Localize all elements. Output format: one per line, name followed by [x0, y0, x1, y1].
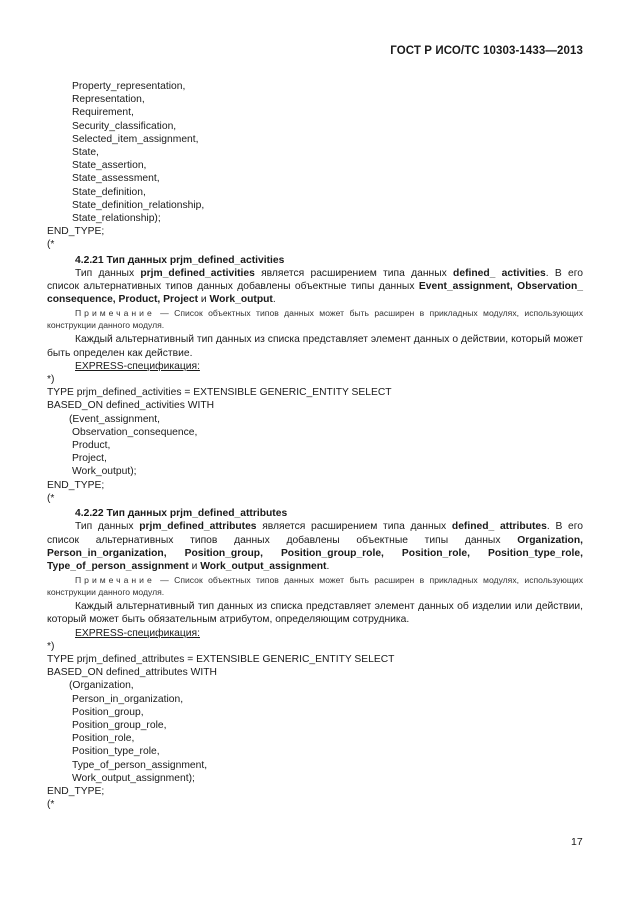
list-item: Work_output);	[72, 466, 137, 478]
list-item: Position_type_role,	[72, 746, 160, 758]
list-item: Type_of_person_assignment,	[72, 759, 208, 771]
section-heading-4-2-22: 4.2.22 Тип данных prjm_defined_attributes	[75, 508, 288, 520]
list-item: State,	[72, 147, 99, 159]
list-item: Person_in_organization,	[72, 693, 184, 705]
section-paragraph: Тип данных prjm_defined_activities является расширением типа данных defined_ activities. В его список альтернативных типов данных добавлены объектные типы данных Event_assignment, Observation_ consequence, Product, Project и Work_output.	[47, 267, 583, 306]
page-number: 17	[571, 836, 583, 848]
comment-close: *)	[47, 640, 55, 652]
end-type-line: END_TYPE;	[47, 785, 105, 797]
list-item: Observation_consequence,	[72, 426, 198, 438]
list-item: (Organization,	[69, 680, 134, 692]
list-item: State_relationship);	[72, 213, 161, 225]
comment-open: (*	[47, 492, 55, 504]
based-on-line: BASED_ON defined_activities WITH	[47, 400, 215, 412]
end-type-line: END_TYPE;	[47, 479, 105, 491]
list-item: (Event_assignment,	[69, 413, 161, 425]
express-spec-label: EXPRESS-спецификация:	[75, 360, 200, 372]
list-item: Product,	[72, 440, 111, 452]
list-item: Project,	[72, 453, 107, 465]
list-item: State_assessment,	[72, 173, 160, 185]
express-spec-label: EXPRESS-спецификация:	[75, 627, 200, 639]
list-item: Work_output_assignment);	[72, 772, 195, 784]
type-line: TYPE prjm_defined_activities = EXTENSIBLE GENERIC_ENTITY SELECT	[47, 387, 392, 399]
list-item: Selected_item_assignment,	[72, 133, 199, 145]
list-item: Position_group_role,	[72, 719, 167, 731]
list-item: Requirement,	[72, 107, 134, 119]
section-heading-4-2-21: 4.2.21 Тип данных prjm_defined_activities	[75, 254, 285, 266]
note: Примечание — Список объектных типов данных может быть расширен в прикладных модулях, использующих конструкции данного модуля.	[47, 308, 583, 330]
list-item: Position_role,	[72, 733, 135, 745]
list-item: State_definition_relationship,	[72, 199, 205, 211]
list-item: Representation,	[72, 94, 145, 106]
section-paragraph: Каждый альтернативный тип данных из списка представляет элемент данных об изделии или действии, который может быть обязательным атрибутом, определяющим сотрудника.	[47, 601, 583, 626]
list-item: Security_classification,	[72, 120, 177, 132]
comment-close: *)	[47, 374, 55, 386]
list-item: State_assertion,	[72, 160, 147, 172]
section-paragraph: Каждый альтернативный тип данных из списка представляет элемент данных о действии, который может быть определен как действие.	[47, 334, 583, 359]
comment-open: (*	[47, 799, 55, 811]
type-line: TYPE prjm_defined_attributes = EXTENSIBLE GENERIC_ENTITY SELECT	[47, 653, 395, 665]
comment-open: (*	[47, 239, 55, 251]
note: Примечание — Список объектных типов данных может быть расширен в прикладных модулях, использующих конструкции данного модуля.	[47, 575, 583, 597]
end-type-line: END_TYPE;	[47, 226, 105, 238]
document-body	[47, 80, 583, 811]
list-item: Property_representation,	[72, 81, 186, 92]
list-item: State_definition,	[72, 186, 146, 198]
section-paragraph: Тип данных prjm_defined_attributes является расширением типа данных defined_ attributes. В его список альтернативных типов данных добавлены объектные типы данных Organization, Person_in_organization, Position_group, Position_group_role, Position_role, Position_type_role, Type_of_person_assignment и Work_output_assignment.	[47, 521, 583, 572]
list-item: Position_group,	[72, 706, 144, 718]
based-on-line: BASED_ON defined_attributes WITH	[47, 667, 217, 679]
document-header: ГОСТ Р ИСО/ТС 10303-1433—2013	[390, 45, 583, 57]
